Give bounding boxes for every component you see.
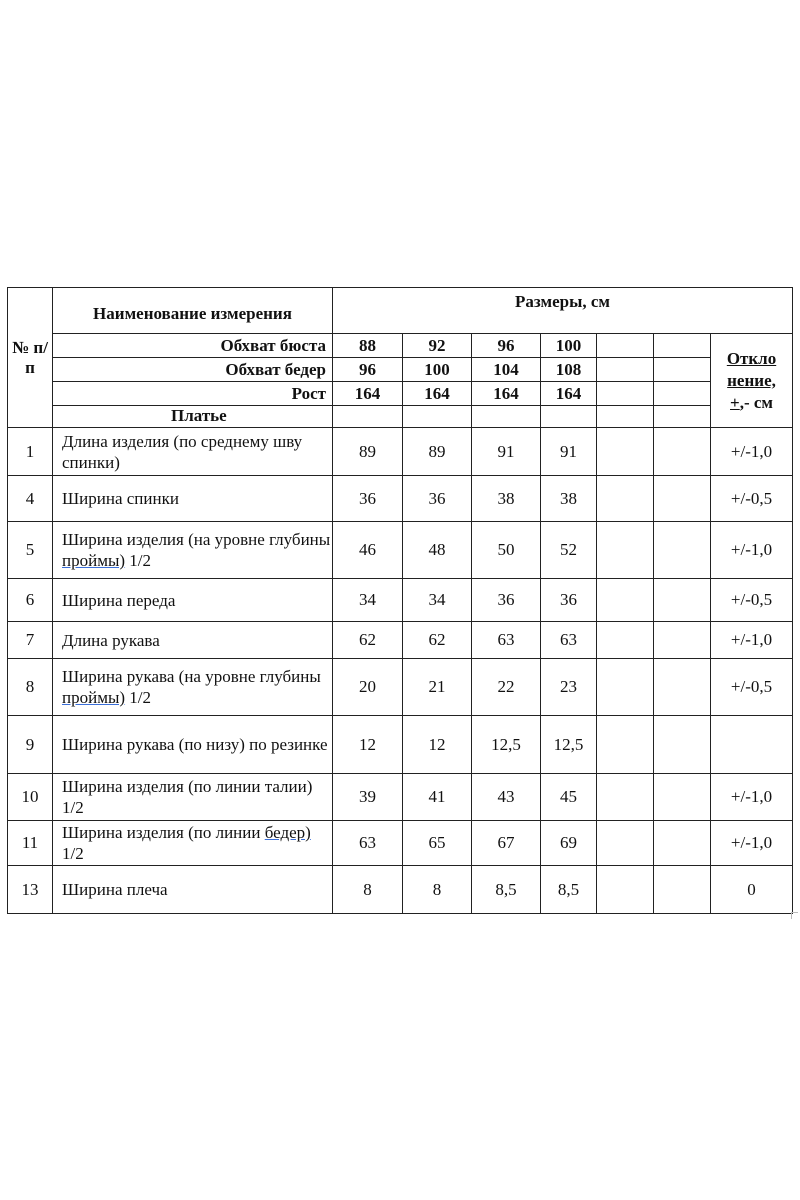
- bust-label: Обхват бюста: [53, 334, 333, 358]
- measurement-name: [53, 622, 333, 659]
- size-chart-table: [7, 287, 793, 914]
- size-value: 36: [333, 476, 403, 522]
- empty-cell: [654, 716, 711, 774]
- size-value: 8,5: [472, 866, 541, 914]
- bust-value: 88: [333, 334, 403, 358]
- deviation-unit: ,- см: [739, 392, 773, 412]
- size-value: 67: [472, 821, 541, 866]
- size-value: 8: [333, 866, 403, 914]
- deviation-value: +/-1,0: [711, 622, 793, 659]
- empty-cell: [654, 774, 711, 821]
- size-value: 62: [333, 622, 403, 659]
- measurement-name-text: Ширина изделия (по линии талии) 1/2: [62, 777, 313, 817]
- measurement-name: [53, 522, 333, 579]
- size-value: 63: [333, 821, 403, 866]
- bust-value: 100: [541, 334, 597, 358]
- measurement-name-underlined: проймы): [62, 551, 126, 570]
- size-value: 41: [403, 774, 472, 821]
- size-value: 45: [541, 774, 597, 821]
- sizes-header: Размеры, см: [333, 288, 793, 334]
- size-value: 89: [333, 428, 403, 476]
- empty-cell: [541, 406, 597, 428]
- measurement-name-suffix: 1/2: [125, 688, 152, 707]
- measurement-name: [53, 774, 333, 821]
- deviation-value: +/-0,5: [711, 579, 793, 622]
- size-value: 52: [541, 522, 597, 579]
- table-row: [8, 476, 793, 522]
- size-value: 20: [333, 659, 403, 716]
- garment-label: Платье: [53, 406, 333, 428]
- table-row: [8, 716, 793, 774]
- measurement-name: [53, 716, 333, 774]
- table-row: [8, 428, 793, 476]
- size-value: 12: [333, 716, 403, 774]
- deviation-line1: Откло: [726, 348, 777, 368]
- empty-cell: [597, 406, 654, 428]
- deviation-value: +/-1,0: [711, 522, 793, 579]
- table-row: [8, 659, 793, 716]
- deviation-value: +/-1,0: [711, 774, 793, 821]
- measurement-name-text: Ширина изделия (по линии: [62, 823, 265, 842]
- measurement-name-suffix: 1/2: [62, 844, 84, 863]
- size-value: 23: [541, 659, 597, 716]
- empty-cell: [597, 334, 654, 358]
- deviation-value: +/-0,5: [711, 659, 793, 716]
- measure-name-header: Наименование измерения: [53, 288, 333, 334]
- empty-cell: [654, 821, 711, 866]
- measurement-name: [53, 821, 333, 866]
- size-value: 22: [472, 659, 541, 716]
- empty-cell: [654, 659, 711, 716]
- size-value: 91: [541, 428, 597, 476]
- empty-cell: [597, 358, 654, 382]
- bust-value: 92: [403, 334, 472, 358]
- measurement-name-text: Ширина рукава (по низу) по резинке: [62, 735, 328, 754]
- deviation-value: +/-0,5: [711, 476, 793, 522]
- size-value: 38: [541, 476, 597, 522]
- size-value: 69: [541, 821, 597, 866]
- table-header: [8, 288, 793, 428]
- height-value: 164: [333, 382, 403, 406]
- measurement-name-text: Длина рукава: [62, 630, 160, 650]
- measurement-name-text: Ширина изделия (на уровне глубины: [62, 530, 331, 549]
- empty-cell: [654, 406, 711, 428]
- table-body: [8, 428, 793, 914]
- table-row: [8, 866, 793, 914]
- row-number: 4: [8, 476, 53, 522]
- size-value: 38: [472, 476, 541, 522]
- size-value: 36: [472, 579, 541, 622]
- row-number: 11: [8, 821, 53, 866]
- empty-cell: [597, 428, 654, 476]
- empty-cell: [597, 659, 654, 716]
- empty-cell: [654, 522, 711, 579]
- size-value: 63: [541, 622, 597, 659]
- measurement-name-underlined: бедер): [264, 823, 311, 842]
- row-number: 1: [8, 428, 53, 476]
- deviation-value: 0: [711, 866, 793, 914]
- empty-cell: [654, 428, 711, 476]
- hips-value: 100: [403, 358, 472, 382]
- empty-cell: [597, 382, 654, 406]
- measurement-name: [53, 866, 333, 914]
- empty-cell: [654, 622, 711, 659]
- empty-cell: [597, 579, 654, 622]
- size-value: 36: [403, 476, 472, 522]
- empty-cell: [654, 476, 711, 522]
- measurement-name-text: Ширина плеча: [62, 880, 168, 899]
- size-value: 43: [472, 774, 541, 821]
- bust-value: 96: [472, 334, 541, 358]
- size-value: 46: [333, 522, 403, 579]
- hips-value: 104: [472, 358, 541, 382]
- height-value: 164: [541, 382, 597, 406]
- deviation-value: +/-1,0: [711, 821, 793, 866]
- row-number: 10: [8, 774, 53, 821]
- empty-cell: [597, 522, 654, 579]
- row-number: 5: [8, 522, 53, 579]
- size-value: 12,5: [472, 716, 541, 774]
- size-value: 34: [403, 579, 472, 622]
- measurement-name-text: Ширина переда: [62, 590, 176, 610]
- measurement-name-text: Ширина спинки: [62, 489, 179, 508]
- height-label: Рост: [53, 382, 333, 406]
- table-row: [8, 774, 793, 821]
- size-value: 8,5: [541, 866, 597, 914]
- measurement-name-text: Ширина рукава (на уровне глубины: [62, 667, 321, 686]
- empty-cell: [654, 382, 711, 406]
- table-row: [8, 622, 793, 659]
- empty-cell: [597, 622, 654, 659]
- deviation-value: [711, 716, 793, 774]
- deviation-value: +/-1,0: [711, 428, 793, 476]
- row-number: 9: [8, 716, 53, 774]
- size-value: 39: [333, 774, 403, 821]
- row-number: 7: [8, 622, 53, 659]
- measurement-name: [53, 579, 333, 622]
- hips-label: Обхват бедер: [53, 358, 333, 382]
- row-number: 6: [8, 579, 53, 622]
- size-value: 36: [541, 579, 597, 622]
- row-number: 8: [8, 659, 53, 716]
- empty-cell: [597, 866, 654, 914]
- empty-cell: [654, 866, 711, 914]
- table-row: [8, 821, 793, 866]
- corner-mark: [791, 912, 798, 919]
- row-number: 13: [8, 866, 53, 914]
- size-value: 62: [403, 622, 472, 659]
- table-row: [8, 522, 793, 579]
- table-row: [8, 579, 793, 622]
- empty-cell: [654, 334, 711, 358]
- empty-cell: [597, 716, 654, 774]
- measurement-name: [53, 428, 333, 476]
- deviation-plus: +: [730, 392, 740, 412]
- size-value: 34: [333, 579, 403, 622]
- height-value: 164: [403, 382, 472, 406]
- size-value: 8: [403, 866, 472, 914]
- deviation-header: [711, 334, 793, 428]
- empty-cell: [333, 406, 403, 428]
- height-value: 164: [472, 382, 541, 406]
- size-value: 12,5: [541, 716, 597, 774]
- hips-value: 108: [541, 358, 597, 382]
- num-header: № п/п: [8, 288, 53, 428]
- size-value: 89: [403, 428, 472, 476]
- size-value: 63: [472, 622, 541, 659]
- empty-cell: [654, 579, 711, 622]
- empty-cell: [472, 406, 541, 428]
- measurement-name-suffix: 1/2: [125, 551, 152, 570]
- measurement-name-text: Длина изделия (по среднему шву спинки): [62, 431, 303, 472]
- measurement-name: [53, 659, 333, 716]
- empty-cell: [403, 406, 472, 428]
- hips-value: 96: [333, 358, 403, 382]
- empty-cell: [597, 821, 654, 866]
- empty-cell: [654, 358, 711, 382]
- size-value: 65: [403, 821, 472, 866]
- size-value: 12: [403, 716, 472, 774]
- empty-cell: [597, 774, 654, 821]
- size-value: 91: [472, 428, 541, 476]
- measurement-name-underlined: проймы): [62, 688, 126, 707]
- empty-cell: [597, 476, 654, 522]
- size-value: 48: [403, 522, 472, 579]
- measurement-name: [53, 476, 333, 522]
- deviation-line2: нение,: [727, 370, 776, 390]
- size-value: 50: [472, 522, 541, 579]
- size-value: 21: [403, 659, 472, 716]
